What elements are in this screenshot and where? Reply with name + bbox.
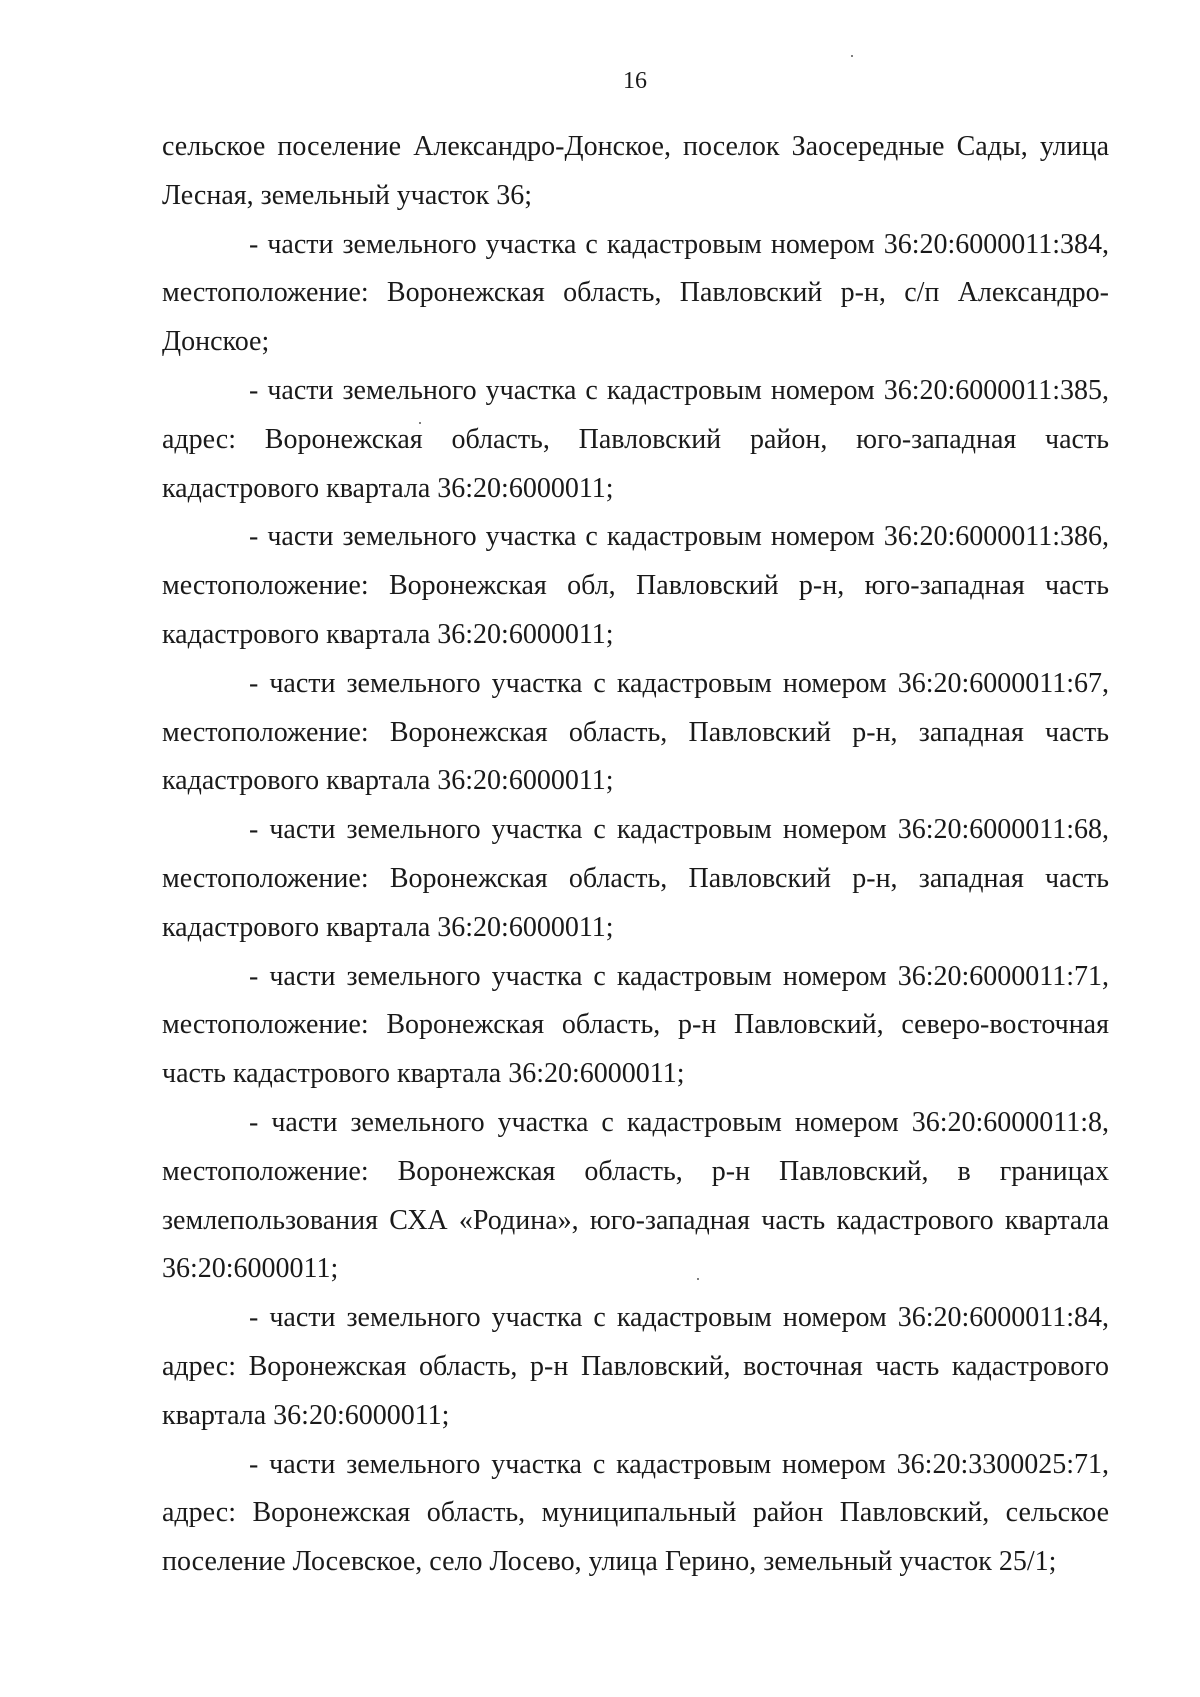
paragraph-parcel-67: - части земельного участка с кадастровым номером 36:20:6000011:67, местоположение: Воронежская область, Павловский р-н, западная часть кадастрового квартала 36:20:6000011; (162, 667, 1109, 797)
scan-speck (697, 1278, 699, 1280)
paragraph-parcel-384: - части земельного участка с кадастровым номером 36:20:6000011:384, местоположение: Воронежская область, Павловский р-н, с/п Александро-Донское; (162, 228, 1109, 358)
paragraph-parcel-3300025-71: - части земельного участка с кадастровым номером 36:20:3300025:71, адрес: Воронежская область, муниципальный район Павловский, сельское поселение Лосевское, село Лосево, улица Герино, земельный участок 25/1; (162, 1448, 1109, 1578)
document-body (162, 123, 1109, 1587)
paragraph-parcel-385: - части земельного участка с кадастровым номером 36:20:6000011:385, адрес: Воронежская область, Павловский район, юго-западная часть кадастрового квартала 36:20:6000011; (162, 374, 1109, 504)
paragraph-parcel-386: - части земельного участка с кадастровым номером 36:20:6000011:386, местоположение: Воронежская обл, Павловский р-н, юго-западная часть кадастрового квартала 36:20:6000011; (162, 521, 1109, 650)
page-number: 16 (623, 68, 647, 94)
paragraph-parcel-84: - части земельного участка с кадастровым номером 36:20:6000011:84, адрес: Воронежская область, р-н Павловский, восточная часть кадастрового квартала 36:20:6000011; (162, 1302, 1109, 1431)
scan-speck (419, 422, 421, 424)
scan-speck (851, 55, 853, 57)
paragraph-continuation: сельское поселение Александро-Донское, поселок Заосередные Сады, улица Лесная, земельный участок 36; (162, 131, 1109, 211)
paragraph-parcel-68: - части земельного участка с кадастровым номером 36:20:6000011:68, местоположение: Воронежская область, Павловский р-н, западная часть кадастрового квартала 36:20:6000011; (162, 814, 1109, 943)
paragraph-parcel-8: - части земельного участка с кадастровым номером 36:20:6000011:8, местоположение: Воронежская область, р-н Павловский, в границах землепользования СХА «Родина», юго-западная часть кадастрового квартала 36:20:6000011; (162, 1106, 1109, 1285)
paragraph-parcel-71: - части земельного участка с кадастровым номером 36:20:6000011:71, местоположение: Воронежская область, р-н Павловский, северо-восточная часть кадастрового квартала 36:20:6000011; (162, 960, 1109, 1090)
